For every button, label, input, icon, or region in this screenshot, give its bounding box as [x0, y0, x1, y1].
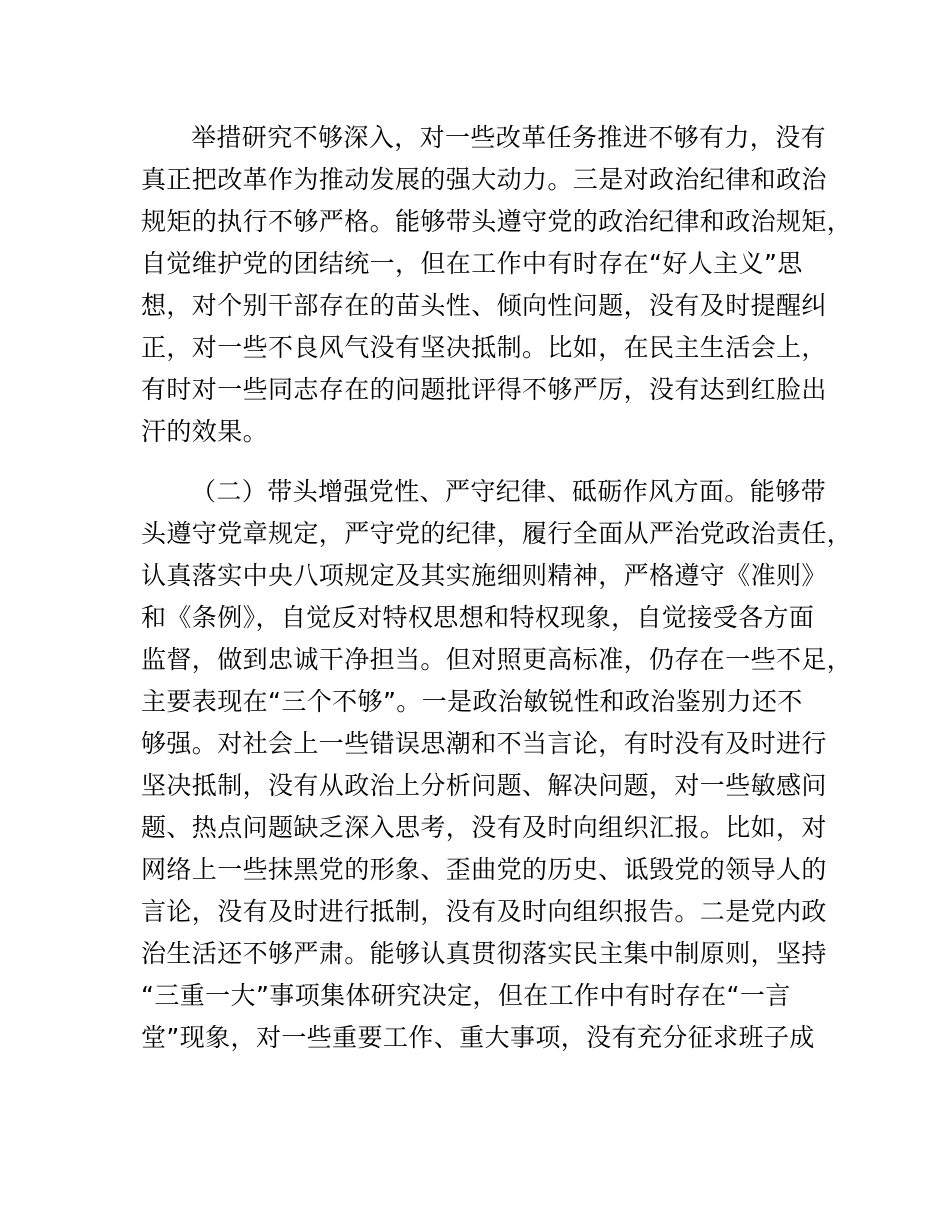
text-line: 认真落实中央八项规定及其实施细则精神，严格遵守《准则》: [141, 561, 827, 590]
text-line: 有时对一些同志存在的问题批评得不够严厉，没有达到红脸出: [141, 375, 827, 404]
text-line: 正，对一些不良风气没有坚决抵制。比如，在民主生活会上，: [141, 333, 827, 362]
text-line: 题、热点问题缺乏深入思考，没有及时向组织汇报。比如，对: [141, 813, 827, 842]
text-line: 监督，做到忠诚干净担当。但对照更高标准，仍存在一些不足，: [141, 645, 853, 674]
text-line: 坚决抵制，没有从政治上分析问题、解决问题，对一些敏感问: [141, 771, 827, 800]
text-line: 真正把改革作为推动发展的强大动力。三是对政治纪律和政治: [141, 165, 827, 194]
text-line: 堂”现象，对一些重要工作、重大事项，没有充分征求班子成: [141, 1023, 815, 1052]
text-line: 规矩的执行不够严格。能够带头遵守党的政治纪律和政治规矩，: [141, 207, 853, 236]
text-line: 够强。对社会上一些错误思潮和不当言论，有时没有及时进行: [141, 729, 827, 758]
text-line: 想，对个别干部存在的苗头性、倾向性问题，没有及时提醒纠: [141, 291, 827, 320]
text-line: 言论，没有及时进行抵制，没有及时向组织报告。二是党内政: [141, 897, 827, 926]
text-line: 自觉维护党的团结统一，但在工作中有时存在“好人主义”思: [141, 249, 803, 278]
text-line: （二）带头增强党性、严守纪律、砥砺作风方面。能够带: [191, 477, 827, 506]
text-line: 和《条例》，自觉反对特权思想和特权现象，自觉接受各方面: [141, 603, 815, 632]
text-line: 举措研究不够深入，对一些改革任务推进不够有力，没有: [191, 123, 827, 152]
text-line: 头遵守党章规定，严守党的纪律，履行全面从严治党政治责任，: [141, 519, 853, 548]
text-line: “三重一大”事项集体研究决定，但在工作中有时存在“一言: [141, 981, 791, 1010]
text-line: 汗的效果。: [141, 417, 269, 446]
text-line: 网络上一些抹黑党的形象、歪曲党的历史、诋毁党的领导人的: [141, 855, 827, 884]
text-line: 治生活还不够严肃。能够认真贯彻落实民主集中制原则，坚持: [141, 939, 827, 968]
text-line: 主要表现在“三个不够”。一是政治敏锐性和政治鉴别力还不: [141, 687, 803, 716]
